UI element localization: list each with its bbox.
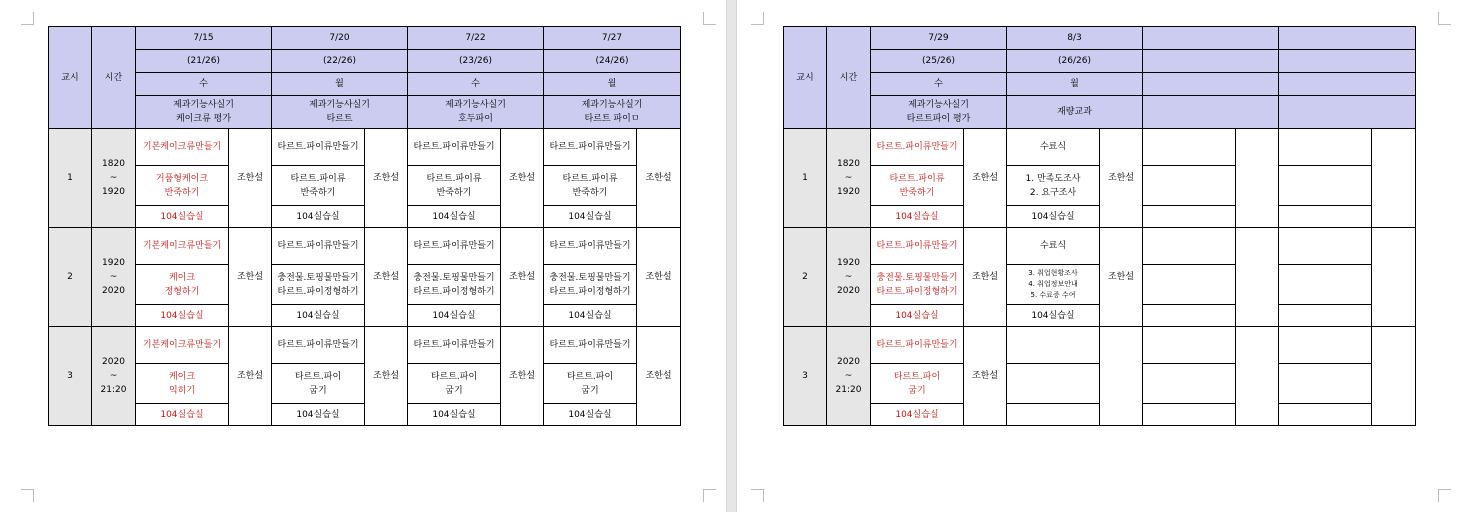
time-header: 시간 <box>92 27 136 129</box>
room-cell: 104실습실 <box>136 404 229 426</box>
schedule-table-left <box>48 26 681 426</box>
teacher-cell: 조한설 <box>1100 228 1143 327</box>
time-sep: ~ <box>844 272 853 282</box>
time-end: 1920 <box>102 187 125 197</box>
empty-cell <box>1143 166 1236 206</box>
teacher-cell: 조한설 <box>365 228 408 327</box>
empty-cell <box>1279 364 1372 404</box>
subject-name: 제과기능사실기 <box>908 100 969 110</box>
period-header: 교시 <box>49 27 92 129</box>
task-line: 반죽하기 <box>572 187 608 198</box>
empty-cell <box>1236 129 1279 228</box>
session-date: 7/27 <box>544 27 681 50</box>
session-date: 7/20 <box>272 27 408 50</box>
empty-header-cell <box>1279 96 1416 129</box>
time-sep: ~ <box>844 173 853 183</box>
teacher-cell: 조한설 <box>501 327 544 426</box>
task-line: 타르트.파이 <box>566 371 614 382</box>
session-day: 월 <box>1007 73 1143 96</box>
period-header: 교시 <box>784 27 827 129</box>
session-day: 월 <box>272 73 408 96</box>
session-count: (24/26) <box>544 50 681 73</box>
session-subject <box>871 96 1007 129</box>
empty-cell <box>1143 327 1236 364</box>
time-end: 2020 <box>102 286 125 296</box>
task-cell <box>544 364 637 404</box>
time-start: 2020 <box>102 357 125 367</box>
task-line: 타르트.파이 <box>893 371 941 382</box>
unit-cell: 타르트.파이류만들기 <box>544 327 637 364</box>
subject-topic: 타르트파이 평가 <box>906 114 971 124</box>
empty-cell <box>1279 265 1372 305</box>
task-line: 타르트.파이류 <box>290 173 346 184</box>
session-count: (22/26) <box>272 50 408 73</box>
teacher-cell: 조한설 <box>1100 129 1143 228</box>
teacher-cell: 조한설 <box>964 129 1007 228</box>
margin-corner-mark <box>21 12 34 25</box>
teacher-cell: 조한설 <box>501 129 544 228</box>
room-cell: 104실습실 <box>272 206 365 228</box>
time-end: 1920 <box>837 187 860 197</box>
unit-cell: 타르트.파이류만들기 <box>272 228 365 265</box>
empty-header-cell <box>1143 96 1279 129</box>
time-end: 2020 <box>837 286 860 296</box>
time-start: 2020 <box>837 357 860 367</box>
empty-cell <box>1372 327 1416 426</box>
empty-cell <box>1007 364 1100 404</box>
room-cell: 104실습실 <box>871 404 964 426</box>
session-day: 수 <box>136 73 272 96</box>
room-cell: 104실습실 <box>136 305 229 327</box>
subject-topic: 케이크류 평가 <box>175 114 232 124</box>
task-line: 타르트.파이류 <box>562 173 618 184</box>
task-cell <box>544 166 637 206</box>
task-line: 반죽하기 <box>899 187 935 198</box>
empty-cell <box>1372 129 1416 228</box>
empty-header-cell <box>1279 73 1416 96</box>
room-cell: 104실습실 <box>1007 206 1100 228</box>
period-number: 3 <box>49 327 92 426</box>
subject-name: 제과기능사실기 <box>581 100 643 110</box>
empty-cell <box>1007 327 1100 364</box>
task-line: 굽기 <box>908 385 926 396</box>
task-cell <box>871 166 964 206</box>
unit-cell: 타르트.파이류만들기 <box>544 228 637 265</box>
session-subject <box>136 96 272 129</box>
room-cell: 104실습실 <box>544 206 637 228</box>
unit-cell: 타르트.파이류만들기 <box>272 129 365 166</box>
empty-cell <box>1143 364 1236 404</box>
empty-cell <box>1279 129 1372 166</box>
task-line: 타르트.파이정형하기 <box>876 286 958 297</box>
teacher-cell: 조한설 <box>229 327 272 426</box>
unit-cell: 기본케이크류만들기 <box>136 228 229 265</box>
page-right <box>736 0 1463 512</box>
period-number: 2 <box>784 228 827 327</box>
margin-corner-mark <box>21 489 34 502</box>
page-left <box>0 0 727 512</box>
empty-header-cell <box>1279 50 1416 73</box>
task-cell <box>136 364 229 404</box>
room-cell: 104실습실 <box>544 305 637 327</box>
session-day: 수 <box>871 73 1007 96</box>
session-count: (25/26) <box>871 50 1007 73</box>
time-start: 1920 <box>837 258 860 268</box>
unit-cell: 타르트.파이류만들기 <box>272 327 365 364</box>
room-cell: 104실습실 <box>544 404 637 426</box>
margin-corner-mark <box>751 12 764 25</box>
teacher-cell: 조한설 <box>637 228 681 327</box>
task-line: 정형하기 <box>164 286 200 297</box>
period-time <box>92 129 136 228</box>
teacher-cell: 조한설 <box>637 327 681 426</box>
task-cell <box>1007 166 1100 206</box>
subject-name: 제과기능사실기 <box>445 100 506 110</box>
empty-header-cell <box>1279 27 1416 50</box>
room-cell: 104실습실 <box>871 206 964 228</box>
session-date: 7/29 <box>871 27 1007 50</box>
unit-cell: 타르트.파이류만들기 <box>871 129 964 166</box>
period-number: 2 <box>49 228 92 327</box>
empty-cell <box>1143 206 1236 228</box>
period-time <box>827 327 871 426</box>
task-line: 2. 요구조사 <box>1029 187 1077 198</box>
empty-cell <box>1372 228 1416 327</box>
schedule-table-right <box>783 26 1416 426</box>
task-line: 5. 수료증 수여 <box>1030 291 1076 299</box>
time-sep: ~ <box>109 371 118 381</box>
task-line: 충전물.토핑물만들기 <box>549 272 631 283</box>
time-start: 1920 <box>102 258 125 268</box>
task-line: 충전물.토핑물만들기 <box>413 272 495 283</box>
session-count: (26/26) <box>1007 50 1143 73</box>
time-sep: ~ <box>109 272 118 282</box>
subject-name: 제과기능사실기 <box>173 100 234 110</box>
empty-cell <box>1279 305 1372 327</box>
task-line: 타르트.파이정형하기 <box>277 286 359 297</box>
session-subject <box>272 96 408 129</box>
empty-header-cell <box>1143 50 1279 73</box>
subject-topic: 타르트 파이ㅁ <box>584 114 640 124</box>
subject-topic: 호두파이 <box>458 114 493 124</box>
empty-cell <box>1279 228 1372 265</box>
task-line: 타르트.파이 <box>430 371 478 382</box>
margin-corner-mark <box>1438 489 1451 502</box>
time-start: 1820 <box>102 159 125 169</box>
task-line: 굽기 <box>445 385 463 396</box>
subject-name: 재량교과 <box>1057 107 1092 117</box>
task-line: 타르트.파이 <box>294 371 342 382</box>
empty-cell <box>1007 404 1100 426</box>
session-subject <box>408 96 544 129</box>
task-cell <box>1007 265 1100 305</box>
task-line: 타르트.파이정형하기 <box>549 286 631 297</box>
task-line: 충전물.토핑물만들기 <box>277 272 359 283</box>
margin-corner-mark <box>1438 12 1451 25</box>
room-cell: 104실습실 <box>408 206 501 228</box>
task-line: 반죽하기 <box>164 187 200 198</box>
unit-cell: 타르트.파이류만들기 <box>544 129 637 166</box>
session-date: 7/15 <box>136 27 272 50</box>
margin-corner-mark <box>751 489 764 502</box>
session-subject <box>1007 96 1143 129</box>
time-sep: ~ <box>109 173 118 183</box>
empty-cell <box>1236 327 1279 426</box>
time-sep: ~ <box>844 371 853 381</box>
task-line: 거품형케이크 <box>155 173 209 184</box>
unit-cell: 타르트.파이류만들기 <box>871 228 964 265</box>
period-number: 1 <box>784 129 827 228</box>
unit-cell: 기본케이크류만들기 <box>136 327 229 364</box>
task-line: 4. 취업정보안내 <box>1028 280 1078 288</box>
time-start: 1820 <box>837 159 860 169</box>
teacher-cell: 조한설 <box>964 327 1007 426</box>
session-count: (23/26) <box>408 50 544 73</box>
task-cell <box>408 265 501 305</box>
task-cell <box>272 364 365 404</box>
room-cell: 104실습실 <box>408 404 501 426</box>
unit-cell: 수료식 <box>1007 228 1100 265</box>
session-day: 월 <box>544 73 681 96</box>
task-cell <box>544 265 637 305</box>
empty-cell <box>1279 166 1372 206</box>
time-end: 21:20 <box>100 385 127 395</box>
task-line: 타르트.파이류 <box>889 173 945 184</box>
period-time <box>827 129 871 228</box>
task-line: 반죽하기 <box>436 187 472 198</box>
teacher-cell: 조한설 <box>365 129 408 228</box>
margin-corner-mark <box>703 489 716 502</box>
task-line: 충전물.토핑물만들기 <box>876 272 958 283</box>
teacher-cell: 조한설 <box>229 228 272 327</box>
task-cell <box>408 364 501 404</box>
task-cell <box>408 166 501 206</box>
empty-cell <box>1236 228 1279 327</box>
session-date: 8/3 <box>1007 27 1143 50</box>
task-line: 1. 만족도조사 <box>1025 173 1081 184</box>
page-gap <box>727 0 736 512</box>
task-line: 케이크 <box>168 371 196 382</box>
unit-cell: 타르트.파이류만들기 <box>408 228 501 265</box>
task-line: 굽기 <box>581 385 599 396</box>
empty-header-cell <box>1143 27 1279 50</box>
empty-cell <box>1279 404 1372 426</box>
empty-cell <box>1143 129 1236 166</box>
unit-cell: 타르트.파이류만들기 <box>408 129 501 166</box>
teacher-cell: 조한설 <box>501 228 544 327</box>
session-date: 7/22 <box>408 27 544 50</box>
session-count: (21/26) <box>136 50 272 73</box>
margin-corner-mark <box>703 12 716 25</box>
session-subject <box>544 96 681 129</box>
period-time <box>92 327 136 426</box>
task-line: 익히기 <box>168 385 196 396</box>
teacher-cell: 조한설 <box>637 129 681 228</box>
subject-name: 제과기능사실기 <box>309 100 370 110</box>
task-cell <box>871 364 964 404</box>
task-line: 반죽하기 <box>300 187 336 198</box>
period-number: 3 <box>784 327 827 426</box>
room-cell: 104실습실 <box>272 404 365 426</box>
room-cell: 104실습실 <box>136 206 229 228</box>
empty-header-cell <box>1143 73 1279 96</box>
task-cell <box>871 265 964 305</box>
room-cell: 104실습실 <box>871 305 964 327</box>
time-header: 시간 <box>827 27 871 129</box>
empty-cell <box>1143 305 1236 327</box>
empty-cell <box>1100 327 1143 426</box>
task-cell <box>136 166 229 206</box>
unit-cell: 타르트.파이류만들기 <box>408 327 501 364</box>
teacher-cell: 조한설 <box>964 228 1007 327</box>
task-line: 3. 취업현황조사 <box>1028 269 1078 277</box>
task-line: 케이크 <box>168 272 196 283</box>
empty-cell <box>1143 265 1236 305</box>
empty-cell <box>1279 206 1372 228</box>
unit-cell: 타르트.파이류만들기 <box>871 327 964 364</box>
task-line: 타르트.파이정형하기 <box>413 286 495 297</box>
subject-topic: 타르트 <box>326 114 353 124</box>
period-time <box>92 228 136 327</box>
room-cell: 104실습실 <box>272 305 365 327</box>
task-cell <box>272 166 365 206</box>
session-day: 수 <box>408 73 544 96</box>
unit-cell: 수료식 <box>1007 129 1100 166</box>
unit-cell: 기본케이크류만들기 <box>136 129 229 166</box>
empty-cell <box>1143 404 1236 426</box>
task-line: 타르트.파이류 <box>426 173 482 184</box>
time-end: 21:20 <box>835 385 862 395</box>
room-cell: 104실습실 <box>1007 305 1100 327</box>
room-cell: 104실습실 <box>408 305 501 327</box>
task-cell <box>136 265 229 305</box>
period-time <box>827 228 871 327</box>
task-line: 굽기 <box>309 385 327 396</box>
teacher-cell: 조한설 <box>229 129 272 228</box>
empty-cell <box>1143 228 1236 265</box>
empty-cell <box>1279 327 1372 364</box>
period-number: 1 <box>49 129 92 228</box>
task-cell <box>272 265 365 305</box>
teacher-cell: 조한설 <box>365 327 408 426</box>
